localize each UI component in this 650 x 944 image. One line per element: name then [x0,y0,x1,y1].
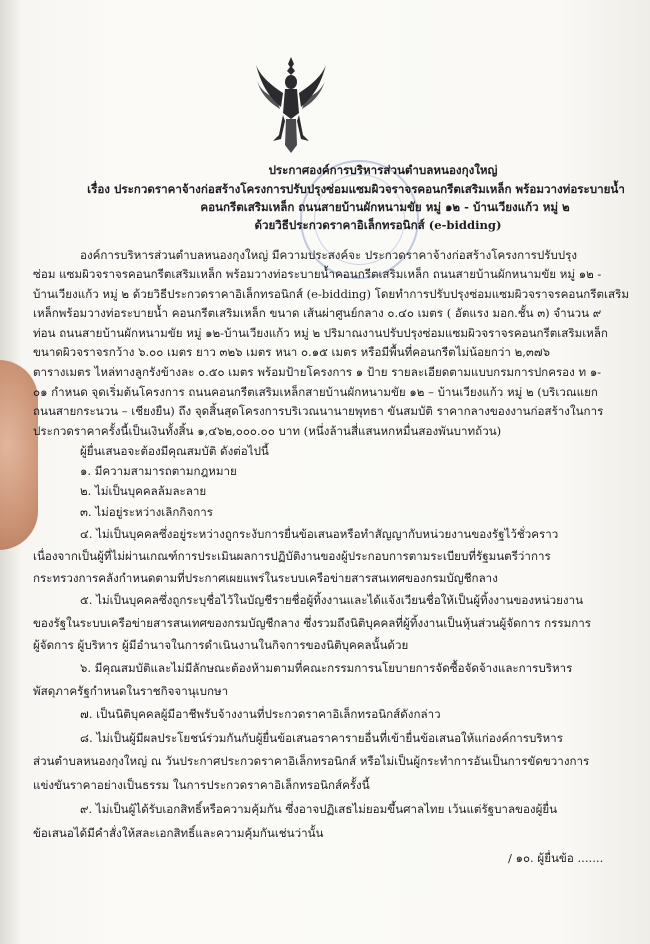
list-item: ๘. ไม่เป็นผู้มีผลประโยชน์ร่วมกันกับผู้ยื่นข้อเสนอราคารายอื่นที่เข้ายื่นข้อเสนอให้แก่องค์การบริหาร [80,731,563,745]
list-item: ๖. มีคุณสมบัติและไม่มีลักษณะต้องห้ามตามที่คณะกรรมการนโยบายการจัดซื้อจัดจ้างและการบริหาร [80,661,573,675]
list-item: ๗. เป็นนิติบุคคลผู้มีอาชีพรับจ้างงานที่ประกวดราคาอิเล็กทรอนิกส์ดังกล่าว [80,707,441,721]
body-line: องค์การบริหารส่วนตำบลหนองกุงใหญ่ มีความประสงค์จะ ประกวดราคาจ้างก่อสร้างโครงการปรับปรุง [80,248,578,262]
body-line: ถนนสายกระนวน – เชียงยืน) ถึง จุดสิ้นสุดโครงการบริเวณนานายพุทธา ขันสมบัติ ราคากลางของงานก่อสร้างในการ [33,404,604,418]
body-line: ขนาดผิวจราจรกว้าง ๖.๐๐ เมตร ยาว ๓๒๖ เมตร หนา ๐.๑๕ เมตร หรือมีพื้นที่คอนกรีตไม่น้อยกว่า ๒,๓๗๖ [33,345,550,359]
header-line-4: ด้วยวิธีประกวดราคาอิเล็กทรอนิกส์ (e-bidding) [254,218,502,232]
header-line-2: เรื่อง ประกวดราคาจ้างก่อสร้างโครงการปรับปรุงซ่อมแซมผิวจราจรคอนกรีตเสริมเหล็ก พร้อมวางท่อระบายน้ำ [87,182,625,196]
body-line: กระทรวงการคลังกำหนดตามที่ประกาศเผยแพร่ในระบบเครือข่ายสารสนเทศของกรมบัญชีกลาง [33,571,498,585]
body-line: ๐๑ กำหนด จุดเริ่มต้นโครงการ ถนนคอนกรีตเสริมเหล็กสายบ้านผักหนามขัย ๑๒ – บ้านเวียงแก้ว หมู่ ๒ (บริเวณแยก [33,385,598,399]
body-line: ตารางเมตร ไหล่ทางลูกรังข้างละ ๐.๕๐ เมตร พร้อมป้ายโครงการ ๑ ป้าย รายละเอียดตามแบบกรมการปกครอง ท ๑- [33,365,602,379]
body-line: ท่อน ถนนสายบ้านผักหนามขัย หมู่ ๑๒-บ้านเวียงแก้ว หมู่ ๒ ปริมาณงานปรับปรุงซ่อมแซมผิวจราจรคอนกรีตเสริมเหล็ก [33,326,608,340]
garuda-emblem-icon [253,55,329,155]
page-continuation: / ๑๐. ผู้ยื่นข้อ ....... [508,851,604,865]
header-line-1: ประกาศองค์การบริหารส่วนตำบลหนองกุงใหญ่ [268,163,498,177]
body-line: ส่วนตำบลหนองกุงใหญ่ ณ วันประกาศประกวดราคาอิเล็กทรอนิกส์ หรือไม่เป็นผู้กระทำการอันเป็นการขัดขวางการ [33,754,590,768]
list-item: ๓. ไม่อยู่ระหว่างเลิกกิจการ [80,505,213,519]
body-line: ซ่อม แซมผิวจราจรคอนกรีตเสริมเหล็ก พร้อมวางท่อระบายน้ำคอนกรีตเสริมเหล็ก ถนนสายบ้านผักหนามขัย หมู่ ๑๒ - [33,267,602,281]
body-line: บ้านเวียงแก้ว หมู่ ๒ ด้วยวิธีประกวดราคาอิเล็กทรอนิกส์ (e-bidding) โดยทำการปรับปรุงซ่อมแซมผิวจราจรคอนกรีตเสริม [33,287,629,301]
header-line-3: คอนกรีตเสริมเหล็ก ถนนสายบ้านผักหนามขัย หมู่ ๑๒ - บ้านเวียงแก้ว หมู่ ๒ [200,200,570,214]
body-line: ข้อเสนอได้มีคำสั่งให้สละเอกสิทธิ์และความคุ้มกันเช่นว่านั้น [33,826,324,840]
list-item: ๕. ไม่เป็นบุคคลซึ่งถูกระบุชื่อไว้ในบัญชีรายชื่อผู้ทิ้งงานและได้แจ้งเวียนชื่อให้เป็นผู้ทิ้งงานของหน่วยงาน [80,593,584,607]
body-line: ประกวดราคาครั้งนี้เป็นเงินทั้งสิ้น ๑,๔๖๒,๐๐๐.๐๐ บาท (หนึ่งล้านสี่แสนหกหมื่นสองพันบาทถ้วน) [33,424,502,438]
body-line: เนื่องจากเป็นผู้ที่ไม่ผ่านเกณฑ์การประเมินผลการปฏิบัติงานของผู้ประกอบการตามระเบียบที่รัฐมนตรีว่าการ [33,549,551,563]
body-line: แข่งขันราคาอย่างเป็นธรรม ในการประกวดราคาอิเล็กทรอนิกส์ครั้งนี้ [33,778,370,792]
body-line: พัสดุภาครัฐกำหนดในราชกิจจานุเบกษา [33,684,229,698]
list-item: ๑. มีความสามารถตามกฎหมาย [80,464,237,478]
body-line: เหล็กพร้อมวางท่อระบายน้ำ คอนกรีตเสริมเหล็ก ขนาด เส้นผ่าศูนย์กลาง ๐.๔๐ เมตร ( อัตแรง มอก.ชั้น ๓) จำนวน ๙ [33,306,602,320]
body-line: ของรัฐในระบบเครือข่ายสารสนเทศของกรมบัญชีกลาง ซึ่งรวมถึงนิติบุคคลที่ผู้ทิ้งงานเป็นหุ้นส่วนผู้จัดการ กรรมการ [33,616,591,630]
list-item: ๔. ไม่เป็นบุคคลซึ่งอยู่ระหว่างถูกระงับการยื่นข้อเสนอหรือทำสัญญากับหน่วยงานของรัฐไว้ชั่วคราว [80,527,559,541]
list-item: ๙. ไม่เป็นผู้ได้รับเอกสิทธิ์หรือความคุ้มกัน ซึ่งอาจปฏิเสธไม่ยอมขึ้นศาลไทย เว้นแต่รัฐบาลของผู้ยื่น [80,802,558,816]
body-line: ผู้จัดการ ผู้บริหาร ผู้มีอำนาจในการดำเนินงานในกิจการของนิติบุคคลนั้นด้วย [33,638,409,652]
body-line: ผู้ยื่นเสนอจะต้องมีคุณสมบัติ ดังต่อไปนี้ [80,444,269,458]
list-item: ๒. ไม่เป็นบุคคลล้มละลาย [80,484,207,498]
